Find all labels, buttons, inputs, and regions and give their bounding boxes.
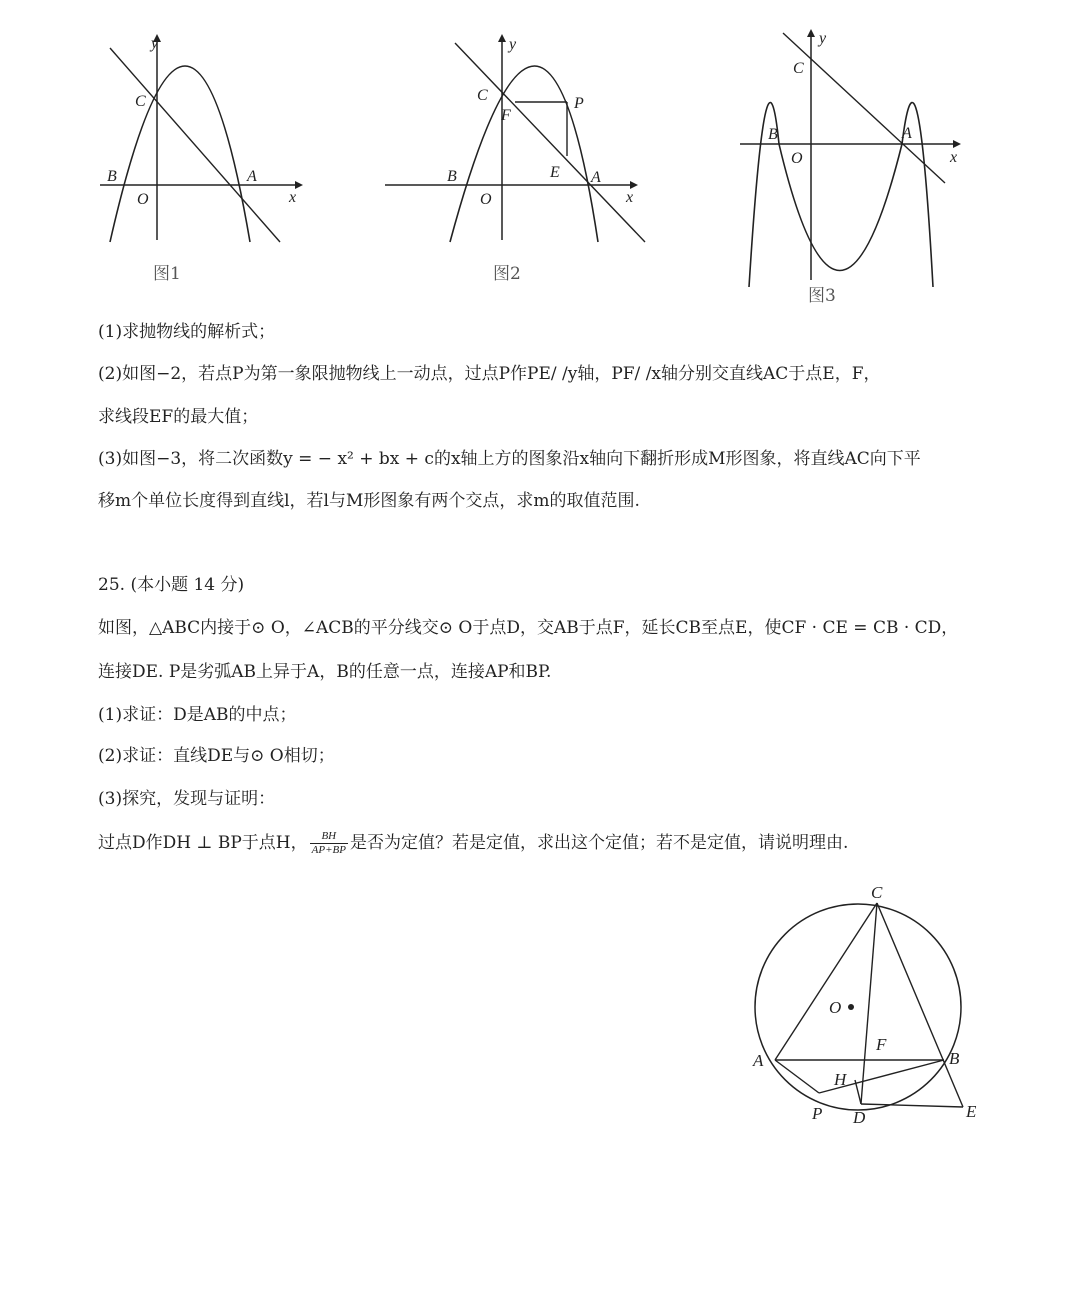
q24-part1: (1)求抛物线的解析式； bbox=[98, 322, 276, 342]
label-c: C bbox=[793, 60, 804, 77]
label-f: F bbox=[876, 1035, 887, 1054]
label-c: C bbox=[477, 87, 488, 104]
segment-dh bbox=[855, 1080, 861, 1104]
label-o: O bbox=[137, 191, 149, 208]
label-b: B bbox=[107, 168, 117, 185]
figure-1 bbox=[95, 30, 310, 290]
label-f: F bbox=[501, 107, 511, 124]
label-a: A bbox=[902, 125, 912, 142]
label-x: x bbox=[950, 149, 958, 166]
q25-stem-line2: 连接DE. P是劣弧AB上异于A，B的任意一点，连接AP和BP. bbox=[98, 662, 552, 682]
q24-part3-line1: (3)如图−3，将二次函数y = − x² + bx + c的x轴上方的图象沿x轴向下翻折形成M形图象，将直线AC向下平 bbox=[98, 449, 921, 469]
label-b: B bbox=[447, 168, 457, 185]
q24-part3-line2: 移m个单位长度得到直线l，若l与M形图象有两个交点，求m的取值范围. bbox=[98, 491, 640, 511]
label-e: E bbox=[966, 1102, 977, 1121]
y-arrow-icon bbox=[498, 34, 506, 42]
q25-sub1: (1)求证：D是AB的中点； bbox=[98, 705, 297, 725]
q25-sub3: (3)探究，发现与证明： bbox=[98, 789, 276, 809]
label-x: x bbox=[626, 189, 634, 206]
label-a: A bbox=[247, 168, 257, 185]
label-d: D bbox=[853, 1108, 866, 1127]
label-e: E bbox=[550, 164, 560, 181]
label-h: H bbox=[834, 1070, 847, 1089]
line-ac bbox=[783, 33, 945, 183]
figure-3-caption: 图3 bbox=[808, 286, 836, 306]
figure-2-caption: 图2 bbox=[493, 264, 521, 284]
label-c: C bbox=[871, 883, 883, 902]
circle-figure bbox=[745, 875, 990, 1130]
label-y: y bbox=[509, 36, 517, 53]
label-o: O bbox=[829, 998, 842, 1017]
line-ac bbox=[455, 43, 645, 242]
q25-header: 25. (本小题 14 分) bbox=[98, 575, 245, 595]
figure-3 bbox=[735, 25, 975, 310]
q25-sub3-question bbox=[98, 830, 848, 857]
q24-part2-line2: 求线段EF的最大值； bbox=[98, 407, 259, 427]
label-b: B bbox=[768, 126, 778, 143]
q25-sub2: (2)求证：直线DE与⊙ O相切； bbox=[98, 746, 335, 766]
figure-2 bbox=[380, 30, 650, 290]
figure-2-graph bbox=[380, 30, 650, 290]
x-arrow-icon bbox=[630, 181, 638, 189]
figure-1-caption: 图1 bbox=[153, 264, 181, 284]
figure-3-graph bbox=[735, 25, 975, 310]
label-y: y bbox=[819, 30, 827, 47]
x-arrow-icon bbox=[295, 181, 303, 189]
label-p: P bbox=[812, 1104, 823, 1123]
q24-part2-line1: (2)如图−2，若点P为第一象限抛物线上一动点，过点P作PE/ /y轴，PF/ /x轴分别交直线AC于点E，F， bbox=[98, 364, 881, 384]
parabola bbox=[110, 66, 250, 242]
segment-de bbox=[861, 1104, 963, 1107]
label-p: P bbox=[574, 95, 584, 112]
q25-stem-line1: 如图，△ABC内接于⊙ O，∠ACB的平分线交⊙ O于点D，交AB于点F，延长CB至点E，使CF · CE = CB · CD， bbox=[98, 618, 959, 638]
q25-sub3-prefix: 过点D作DH ⊥ BP于点H， bbox=[98, 833, 308, 853]
label-x: x bbox=[289, 189, 297, 206]
label-c: C bbox=[135, 93, 146, 110]
q25-sub3-suffix: 是否为定值？若是定值，求出这个定值；若不是定值，请说明理由. bbox=[349, 833, 849, 853]
label-y: y bbox=[151, 35, 159, 52]
segment-ca bbox=[775, 903, 877, 1060]
label-a: A bbox=[591, 169, 601, 186]
fraction-denominator: AP+BP bbox=[311, 844, 346, 856]
circle-figure-graph bbox=[745, 875, 990, 1130]
x-arrow-icon bbox=[953, 140, 961, 148]
figure-1-graph bbox=[95, 30, 310, 290]
fraction-bh-over-ap-bp bbox=[310, 830, 348, 857]
segment-cd bbox=[861, 903, 877, 1104]
circle-o bbox=[755, 904, 961, 1110]
label-a: A bbox=[753, 1051, 764, 1070]
segment-ce bbox=[877, 903, 963, 1107]
fraction-numerator: BH bbox=[310, 830, 348, 844]
label-b: B bbox=[949, 1049, 960, 1068]
parabola bbox=[450, 66, 598, 242]
label-o: O bbox=[480, 191, 492, 208]
center-point bbox=[848, 1004, 854, 1010]
label-o: O bbox=[791, 150, 803, 167]
y-arrow-icon bbox=[807, 29, 815, 37]
